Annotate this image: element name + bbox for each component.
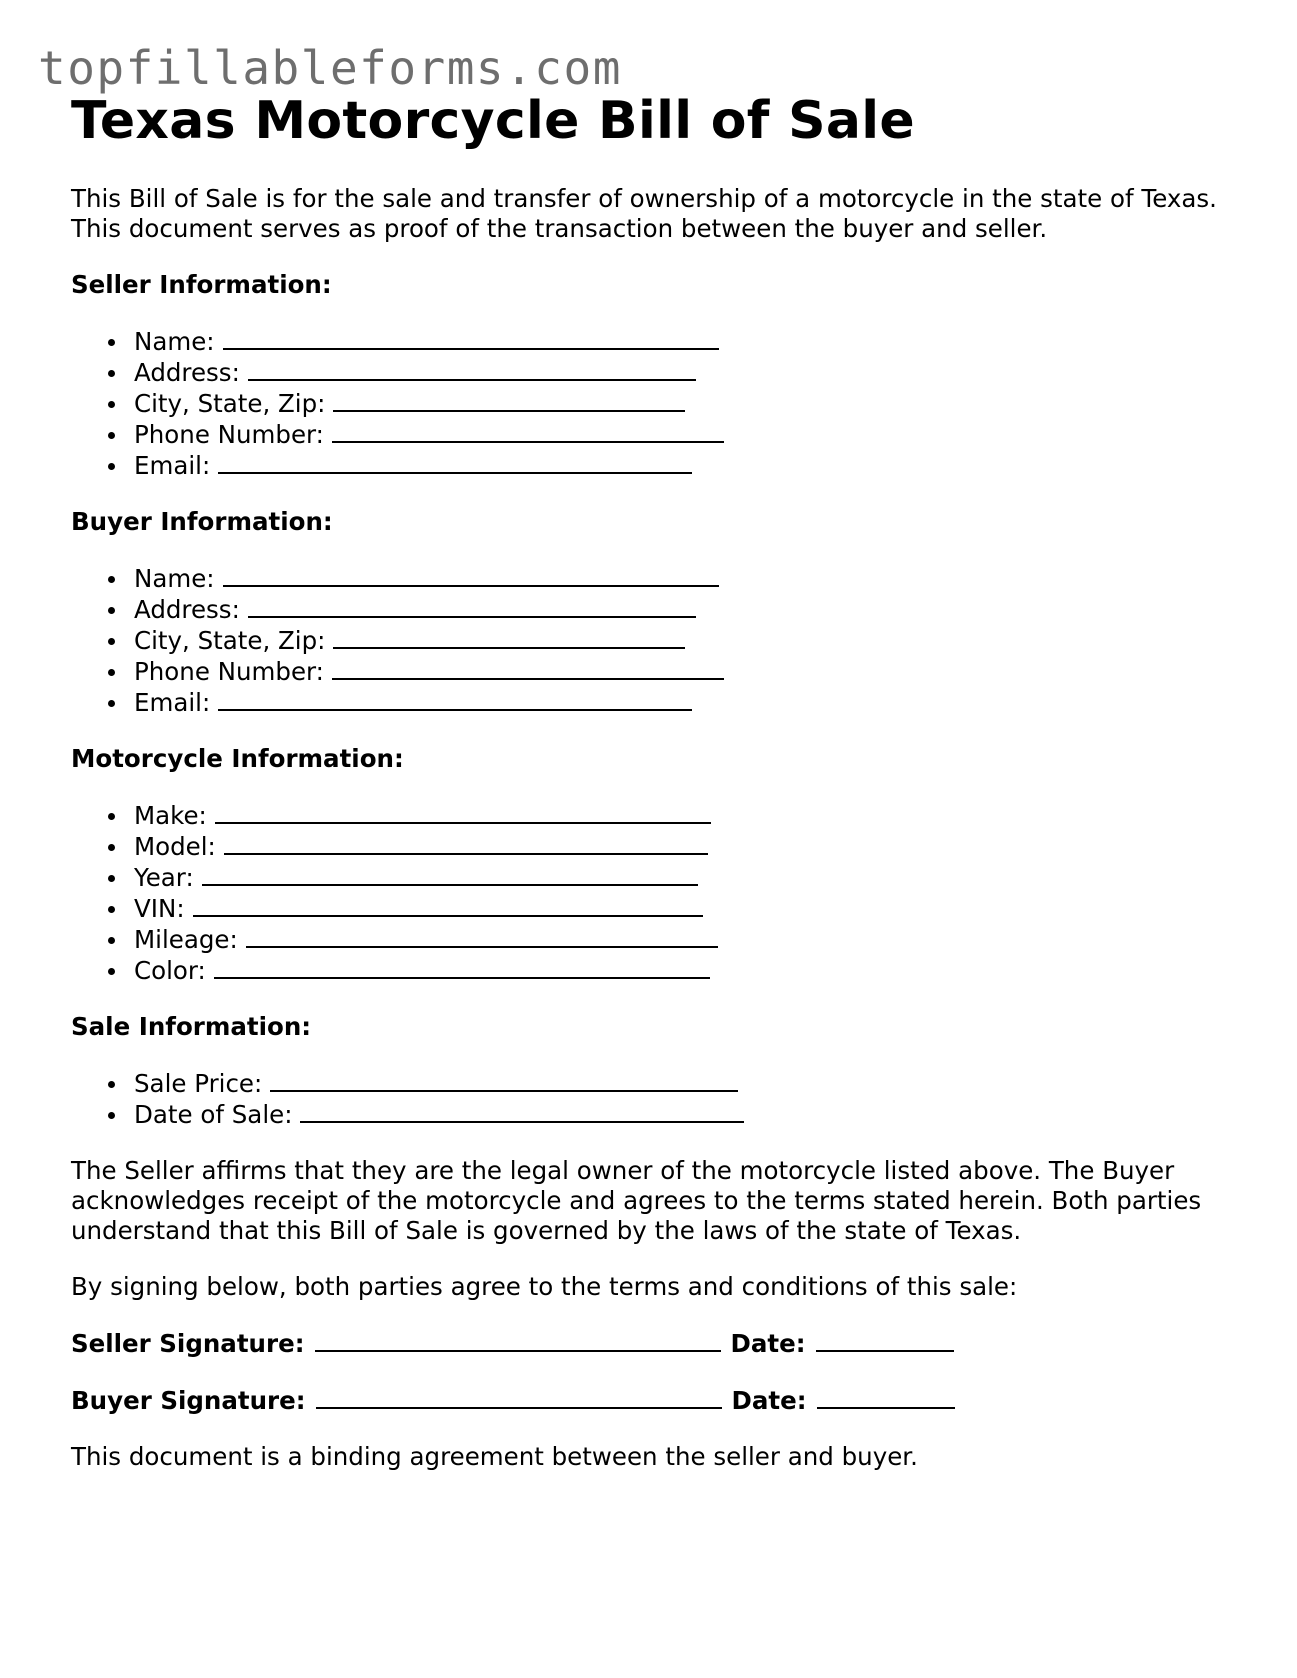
seller-city-state-zip-field[interactable] [333,388,685,412]
document-title: Texas Motorcycle Bill of Sale [71,91,915,151]
buyer-address-item [134,594,1231,625]
buyer-email-item [134,687,1231,718]
seller-signature-label: Seller Signature: [71,1329,305,1358]
seller-signature-line [71,1328,1231,1359]
buyer-email-field[interactable] [218,687,692,711]
field-label: Year: [134,863,194,892]
field-label: City, State, Zip: [134,389,326,418]
seller-email-field[interactable] [218,450,692,474]
seller-city-state-zip-item [134,388,1231,419]
motorcycle-model-field[interactable] [224,831,708,855]
motorcycle-year-field[interactable] [202,862,698,886]
seller-date-label: Date: [730,1329,806,1358]
buyer-name-item [134,563,1231,594]
motorcycle-vin-item [134,893,1231,924]
buyer-signature-line [71,1385,1231,1416]
field-label: Date of Sale: [134,1100,293,1129]
buyer-fields-list [71,563,1231,718]
seller-fields-list [71,326,1231,481]
motorcycle-vin-field[interactable] [193,893,703,917]
field-label: Name: [134,564,215,593]
buyer-date-field[interactable] [817,1385,955,1409]
motorcycle-mileage-field[interactable] [246,924,718,948]
motorcycle-make-field[interactable] [215,800,711,824]
seller-date-field[interactable] [816,1328,954,1352]
intro-paragraph: This Bill of Sale is for the sale and transfer of ownership of a motorcycle in the state of Texas. This document serves as proof of the transaction between the buyer and seller. [71,184,1217,243]
seller-address-field[interactable] [248,357,696,381]
buyer-section-title: Buyer Information: [71,507,333,536]
motorcycle-fields-list [71,800,1231,986]
motorcycle-color-item [134,955,1231,986]
field-label: Email: [134,451,211,480]
motorcycle-section-title: Motorcycle Information: [71,744,404,773]
watermark-logo: topfillableforms.com [38,41,622,95]
field-label: Address: [134,358,240,387]
seller-phone-field[interactable] [332,419,724,443]
motorcycle-model-item [134,831,1231,862]
field-label: Email: [134,688,211,717]
field-label: Model: [134,832,216,861]
seller-signature-field[interactable] [315,1328,721,1352]
field-label: Phone Number: [134,657,324,686]
field-label: Address: [134,595,240,624]
sale-price-field[interactable] [270,1068,738,1092]
buyer-phone-item [134,656,1231,687]
agreement-paragraph: By signing below, both parties agree to the terms and conditions of this sale: [71,1272,1018,1301]
buyer-signature-field[interactable] [316,1385,722,1409]
field-label: Phone Number: [134,420,324,449]
sale-price-item [134,1068,1231,1099]
affirmation-paragraph: The Seller affirms that they are the legal owner of the motorcycle listed above. The Buyer acknowledges receipt of the motorcycle and agrees to the terms stated herein. Both parties understand that this Bill of Sale is governed by the laws of the state of Texas. [71,1156,1202,1245]
buyer-name-field[interactable] [223,563,719,587]
field-label: VIN: [134,894,185,923]
motorcycle-make-item [134,800,1231,831]
seller-address-item [134,357,1231,388]
seller-section-title: Seller Information: [71,270,332,299]
motorcycle-year-item [134,862,1231,893]
field-label: Name: [134,327,215,356]
buyer-signature-label: Buyer Signature: [71,1386,306,1415]
buyer-date-label: Date: [731,1386,807,1415]
seller-name-item [134,326,1231,357]
field-label: Color: [134,956,206,985]
seller-phone-item [134,419,1231,450]
sale-date-item [134,1099,1231,1130]
seller-name-field[interactable] [223,326,719,350]
buyer-city-state-zip-item [134,625,1231,656]
field-label: City, State, Zip: [134,626,326,655]
sale-date-field[interactable] [300,1099,744,1123]
document-page [71,88,1231,1472]
motorcycle-color-field[interactable] [214,955,710,979]
motorcycle-mileage-item [134,924,1231,955]
field-label: Mileage: [134,925,238,954]
buyer-phone-field[interactable] [332,656,724,680]
sale-section-title: Sale Information: [71,1012,312,1041]
closing-paragraph: This document is a binding agreement between the seller and buyer. [71,1442,918,1471]
field-label: Make: [134,801,207,830]
buyer-address-field[interactable] [248,594,696,618]
buyer-city-state-zip-field[interactable] [333,625,685,649]
seller-email-item [134,450,1231,481]
field-label: Sale Price: [134,1069,263,1098]
sale-fields-list [71,1068,1231,1130]
